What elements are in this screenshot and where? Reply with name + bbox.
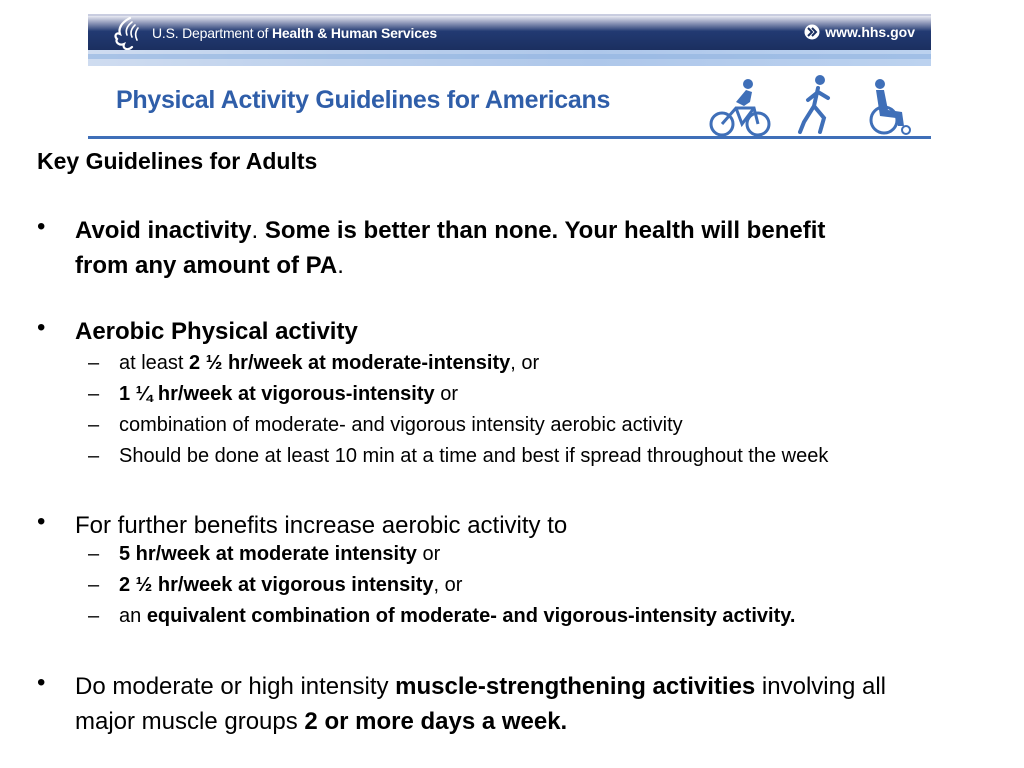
banner-title-area: [88, 66, 931, 136]
cyclist-body: [736, 79, 753, 106]
department-name: [152, 25, 437, 41]
bullet-symbol: •: [37, 508, 46, 535]
dash-symbol: –: [88, 543, 100, 565]
hhs-banner: [88, 14, 931, 138]
double-arrow-icon: [804, 24, 820, 40]
dash-symbol: –: [88, 445, 100, 467]
dept-name: Health & Human Services: [271, 25, 437, 41]
site-url[interactable]: www.hhs.gov: [825, 24, 915, 40]
runner-figure: [800, 75, 828, 132]
banner-light-stripe: [88, 50, 931, 66]
bullet-text: Do moderate or high intensity muscle-strengthening activities involving all major muscle groups 2 or more days a week.: [75, 673, 886, 735]
dash-symbol: –: [88, 574, 100, 596]
dash-symbol: –: [88, 605, 100, 627]
hhs-site-link[interactable]: [804, 24, 915, 40]
banner-title: Physical Activity Guidelines for Americans: [116, 86, 611, 114]
bullet-symbol: •: [37, 314, 46, 341]
wheelchair-figure: [871, 79, 910, 134]
bullet-symbol: •: [37, 213, 46, 240]
activity-figures: [708, 72, 928, 136]
bullet-title: Aerobic Physical activity: [75, 318, 358, 345]
dash-symbol: –: [88, 414, 100, 436]
hhs-eagle-logo: [110, 16, 144, 52]
dept-prefix: U.S. Department of: [152, 25, 269, 41]
bullet-title: For further benefits increase aerobic activity to: [75, 512, 568, 539]
slide-heading: Key Guidelines for Adults: [37, 148, 318, 174]
dash-symbol: –: [88, 383, 100, 405]
bullet-symbol: •: [37, 669, 46, 696]
cyclist-figure: [711, 108, 769, 135]
dash-symbol: –: [88, 352, 100, 374]
bullet-text: Avoid inactivity. Some is better than none. Your health will benefit from any amount of PA.: [75, 217, 826, 279]
banner-bottom-rule: [88, 136, 931, 139]
hhs-top-bar: [88, 14, 931, 50]
